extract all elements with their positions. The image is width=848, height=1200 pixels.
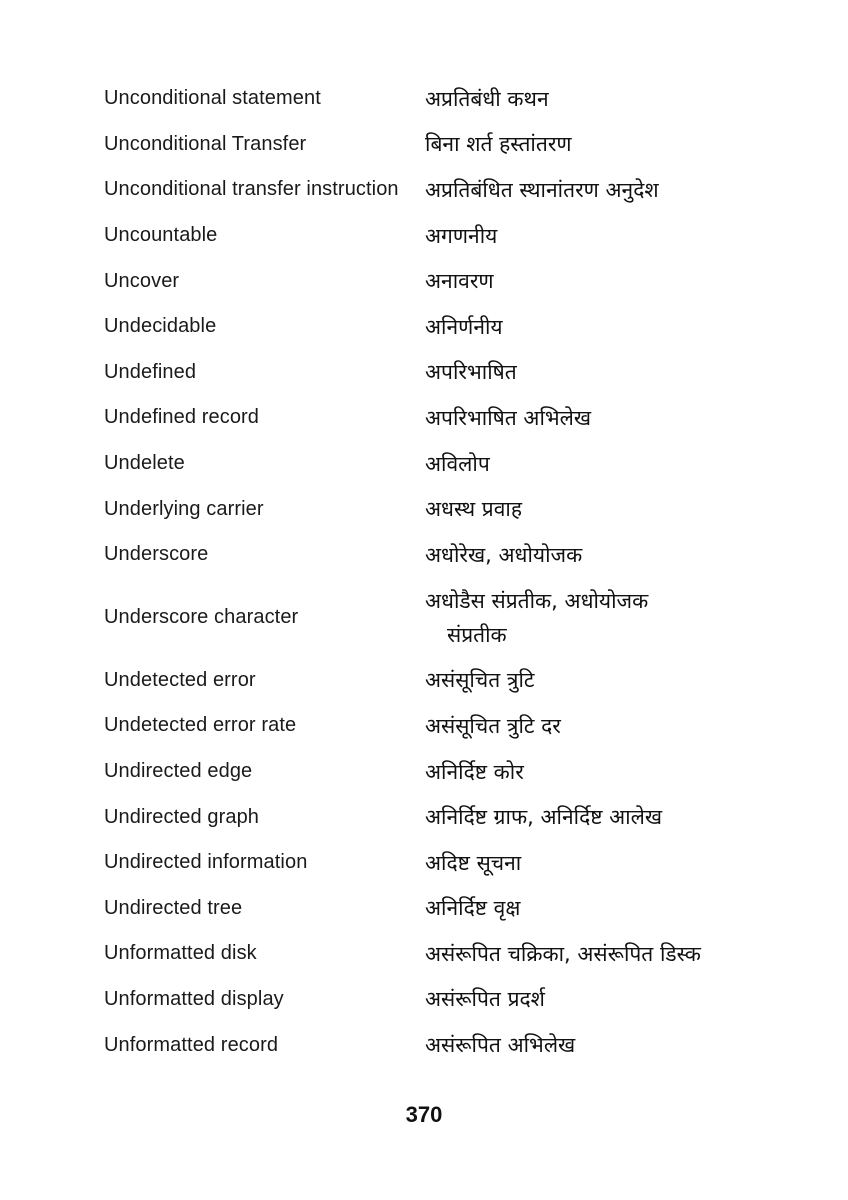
entry-term: Unconditional statement: [104, 87, 321, 110]
entry-term: Undirected tree: [104, 896, 243, 919]
entry-translation: अनावरण: [425, 269, 494, 294]
entry-translation-block: [425, 584, 804, 652]
entry-translation: अप्रतिबंधित स्थानांतरण अनुदेश: [425, 177, 659, 202]
glossary-entry: [104, 486, 804, 532]
glossary-entry: [104, 395, 804, 441]
entry-term: Unconditional transfer instruction: [104, 178, 399, 201]
glossary-list: [104, 76, 804, 1068]
entry-translation: अदिष्ट सूचना: [425, 850, 522, 875]
entry-term: Undetected error: [104, 668, 256, 691]
entry-translation: अधोरेख, अधोयोजक: [425, 542, 583, 567]
entry-term: Undirected graph: [104, 805, 260, 828]
entry-translation: असंसूचित त्रुटि दर: [425, 713, 561, 738]
entry-translation: असंसूचित त्रुटि: [425, 668, 535, 693]
glossary-entry: [104, 658, 804, 704]
glossary-entry: [104, 167, 804, 213]
glossary-entry: [104, 532, 804, 578]
glossary-entry: [104, 441, 804, 487]
glossary-entry: [104, 122, 804, 168]
entry-term: Underscore character: [104, 606, 299, 629]
entry-term: Underscore: [104, 543, 209, 566]
glossary-entry: [104, 1022, 804, 1068]
entry-term: Unformatted record: [104, 1033, 279, 1056]
entry-translation: अविलोप: [425, 451, 490, 476]
entry-translation: अनिर्दिष्ट वृक्ष: [425, 896, 521, 921]
entry-translation: बिना शर्त हस्तांतरण: [425, 132, 572, 157]
entry-translation: असंरूपित चक्रिका, असंरूपित डिस्क: [425, 941, 701, 966]
glossary-entry: [104, 794, 804, 840]
glossary-entry: [104, 213, 804, 259]
glossary-entry: [104, 749, 804, 795]
glossary-entry: [104, 76, 804, 122]
entry-term: Unformatted disk: [104, 942, 257, 965]
entry-term: Undirected edge: [104, 760, 253, 783]
glossary-entry: [104, 304, 804, 350]
entry-term: Unformatted display: [104, 987, 284, 1010]
entry-translation: असंरूपित प्रदर्श: [425, 987, 545, 1012]
entry-translation: अनिर्दिष्ट ग्राफ, अनिर्दिष्ट आलेख: [425, 805, 663, 830]
glossary-entry: [104, 350, 804, 396]
entry-term: Undecidable: [104, 315, 217, 338]
glossary-entry: [104, 931, 804, 977]
entry-translation-continuation: संप्रतीक: [447, 622, 507, 647]
entry-term: Uncountable: [104, 224, 218, 247]
entry-term: Undefined: [104, 360, 197, 383]
glossary-entry: [104, 258, 804, 304]
entry-term: Undelete: [104, 452, 185, 475]
entry-translation: अनिर्दिष्ट कोर: [425, 759, 524, 784]
entry-translation: अधोडैस संप्रतीक, अधोयोजक: [425, 588, 649, 613]
page-number: 370: [405, 1102, 443, 1127]
entry-translation: अप्रतिबंधी कथन: [425, 86, 549, 111]
entry-translation: अधस्थ प्रवाह: [425, 497, 523, 522]
glossary-entry: [104, 703, 804, 749]
entry-translation: अनिर्णनीय: [425, 314, 503, 339]
entry-translation: असंरूपित अभिलेख: [425, 1033, 576, 1058]
entry-term: Undirected information: [104, 851, 308, 874]
entry-translation: अपरिभाषित: [425, 360, 517, 385]
glossary-entry: [104, 840, 804, 886]
glossary-entry: [104, 578, 804, 658]
entry-translation: अपरिभाषित अभिलेख: [425, 405, 592, 430]
entry-term: Unconditional Transfer: [104, 132, 307, 155]
entry-term: Uncover: [104, 269, 180, 292]
entry-term: Underlying carrier: [104, 497, 264, 520]
entry-term: Undefined record: [104, 406, 260, 429]
entry-term: Undetected error rate: [104, 714, 297, 737]
glossary-entry: [104, 886, 804, 932]
entry-translation: अगणनीय: [425, 223, 498, 248]
glossary-entry: [104, 977, 804, 1023]
